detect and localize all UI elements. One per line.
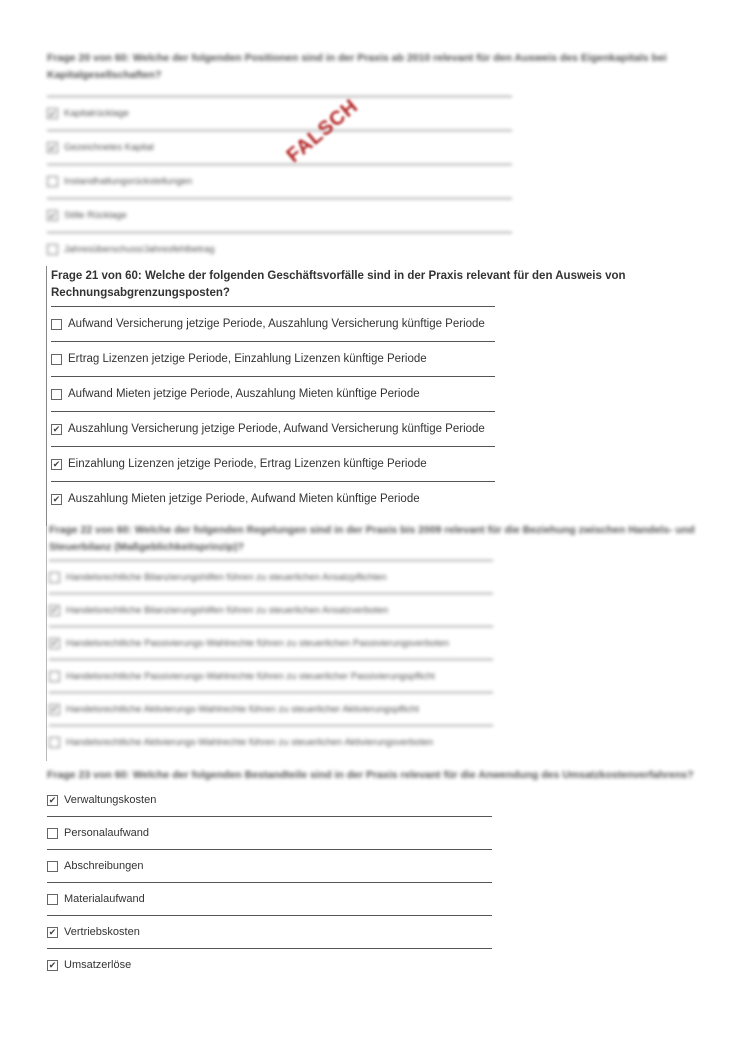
- checkbox-checked-icon[interactable]: [47, 927, 58, 938]
- q20-option-4[interactable]: [47, 198, 512, 232]
- q22-option-1[interactable]: [49, 560, 493, 593]
- q23-option-label: Vertriebskosten: [64, 926, 140, 938]
- checkbox-checked-icon[interactable]: [47, 210, 58, 221]
- question-23-options: [47, 784, 492, 981]
- q22-option-6[interactable]: [49, 725, 493, 758]
- checkbox-checked-icon[interactable]: [51, 459, 62, 470]
- q22-option-label: Handelsrechtliche Bilanzierungshilfen führen zu steuerlichen Ansatzverboten: [66, 604, 389, 616]
- checkbox-unchecked-icon[interactable]: [47, 861, 58, 872]
- question-21: [51, 268, 681, 516]
- q20-option-label: Gezeichnetes Kapital: [64, 142, 154, 153]
- question-20: [47, 50, 707, 266]
- checkbox-unchecked-icon[interactable]: [51, 354, 62, 365]
- q21-option-label: Auszahlung Mieten jetzige Periode, Aufwand Mieten künftige Periode: [68, 493, 420, 505]
- q20-option-label: Jahresüberschuss/Jahresfehlbetrag: [64, 244, 215, 255]
- checkbox-checked-icon[interactable]: [49, 605, 60, 616]
- q23-option-label: Umsatzerlöse: [64, 959, 132, 971]
- checkbox-checked-icon[interactable]: [49, 704, 60, 715]
- q23-option-label: Personalaufwand: [64, 827, 150, 839]
- q22-option-2[interactable]: [49, 593, 493, 626]
- q23-option-1[interactable]: [47, 784, 492, 817]
- q22-option-label: Handelsrechtliche Passivierungs-Wahlrechte führen zu steuerlichen Passivierungsverboten: [66, 637, 450, 649]
- q22-option-label: Handelsrechtliche Aktivierungs-Wahlrechte führen zu steuerlichen Aktivierungsverboten: [66, 736, 434, 748]
- checkbox-checked-icon[interactable]: [51, 494, 62, 505]
- q22-option-label: Handelsrechtliche Aktivierungs-Wahlrechte führen zu steuerlicher Aktivierungspflicht: [66, 703, 419, 715]
- q20-option-2[interactable]: [47, 130, 512, 164]
- question-22-left-border: [46, 526, 47, 761]
- question-20-options: [47, 96, 512, 266]
- q21-option-6[interactable]: [51, 481, 495, 516]
- question-20-title: Frage 20 von 60: Welche der folgenden Positionen sind in der Praxis ab 2010 relevant für den Ausweis des Eigenkapitals bei Kapitalgesellschaften?: [47, 52, 667, 81]
- q21-option-label: Ertrag Lizenzen jetzige Periode, Einzahlung Lizenzen künftige Periode: [68, 353, 427, 365]
- q23-option-3[interactable]: [47, 850, 492, 883]
- checkbox-checked-icon[interactable]: [49, 638, 60, 649]
- checkbox-checked-icon[interactable]: [47, 795, 58, 806]
- q21-option-3[interactable]: [51, 376, 495, 411]
- q21-option-label: Aufwand Versicherung jetzige Periode, Auszahlung Versicherung künftige Periode: [68, 318, 485, 330]
- q21-option-2[interactable]: [51, 341, 495, 376]
- question-21-options: [51, 306, 495, 516]
- q21-option-4[interactable]: [51, 411, 495, 446]
- checkbox-unchecked-icon[interactable]: [47, 894, 58, 905]
- q20-option-3[interactable]: [47, 164, 512, 198]
- q23-option-2[interactable]: [47, 817, 492, 850]
- q21-option-label: Einzahlung Lizenzen jetzige Periode, Ertrag Lizenzen künftige Periode: [68, 458, 427, 470]
- q21-option-label: Aufwand Mieten jetzige Periode, Auszahlung Mieten künftige Periode: [68, 388, 420, 400]
- checkbox-checked-icon[interactable]: [51, 424, 62, 435]
- q20-option-label: Stille Rücklage: [64, 210, 127, 221]
- q23-option-label: Verwaltungskosten: [64, 794, 157, 806]
- checkbox-checked-icon[interactable]: [47, 960, 58, 971]
- q23-option-6[interactable]: [47, 949, 492, 981]
- question-22-options: [49, 560, 493, 758]
- q20-option-5[interactable]: [47, 232, 512, 266]
- question-23: [47, 784, 492, 981]
- q23-option-4[interactable]: [47, 883, 492, 916]
- question-23-title-block: [47, 767, 707, 784]
- q20-option-1[interactable]: [47, 96, 512, 130]
- checkbox-unchecked-icon[interactable]: [49, 572, 60, 583]
- checkbox-unchecked-icon[interactable]: [47, 244, 58, 255]
- checkbox-unchecked-icon[interactable]: [49, 737, 60, 748]
- q20-option-label: Instandhaltungsrückstellungen: [64, 176, 193, 187]
- q22-option-label: Handelsrechtliche Bilanzierungshilfen führen zu steuerlichen Ansatzpflichten: [66, 571, 387, 583]
- q22-option-4[interactable]: [49, 659, 493, 692]
- q23-option-5[interactable]: [47, 916, 492, 949]
- falsch-stamp: FALSCH: [282, 95, 363, 168]
- checkbox-unchecked-icon[interactable]: [47, 828, 58, 839]
- q23-option-label: Abschreibungen: [64, 860, 144, 872]
- q22-option-label: Handelsrechtliche Passivierungs-Wahlrechte führen zu steuerlicher Passivierungspflicht: [66, 670, 435, 682]
- checkbox-checked-icon[interactable]: [47, 142, 58, 153]
- checkbox-unchecked-icon[interactable]: [49, 671, 60, 682]
- question-21-left-border: [46, 266, 47, 526]
- question-22-title: Frage 22 von 60: Welche der folgenden Regelungen sind in der Praxis bis 2009 relevant für die Beziehung zwischen Handels- und Steuerbilanz (Maßgeblichkeitsprinzip)?: [49, 524, 695, 553]
- question-23-title: Frage 23 von 60: Welche der folgenden Bestandteile sind in der Praxis relevant für die Anwendung des Umsatzkostenverfahrens?: [47, 769, 694, 781]
- q22-option-5[interactable]: [49, 692, 493, 725]
- checkbox-unchecked-icon[interactable]: [47, 176, 58, 187]
- q20-option-label: Kapitalrücklage: [64, 108, 129, 119]
- checkbox-unchecked-icon[interactable]: [51, 389, 62, 400]
- q21-option-label: Auszahlung Versicherung jetzige Periode, Aufwand Versicherung künftige Periode: [68, 423, 485, 435]
- checkbox-checked-icon[interactable]: [47, 108, 58, 119]
- q22-option-3[interactable]: [49, 626, 493, 659]
- q21-option-5[interactable]: [51, 446, 495, 481]
- checkbox-unchecked-icon[interactable]: [51, 319, 62, 330]
- question-21-title: Frage 21 von 60: Welche der folgenden Geschäftsvorfälle sind in der Praxis relevant für den Ausweis von Rechnungsabgrenzungsposten?: [51, 270, 626, 299]
- q21-option-1[interactable]: [51, 306, 495, 341]
- q23-option-label: Materialaufwand: [64, 893, 145, 905]
- question-22: [49, 522, 699, 758]
